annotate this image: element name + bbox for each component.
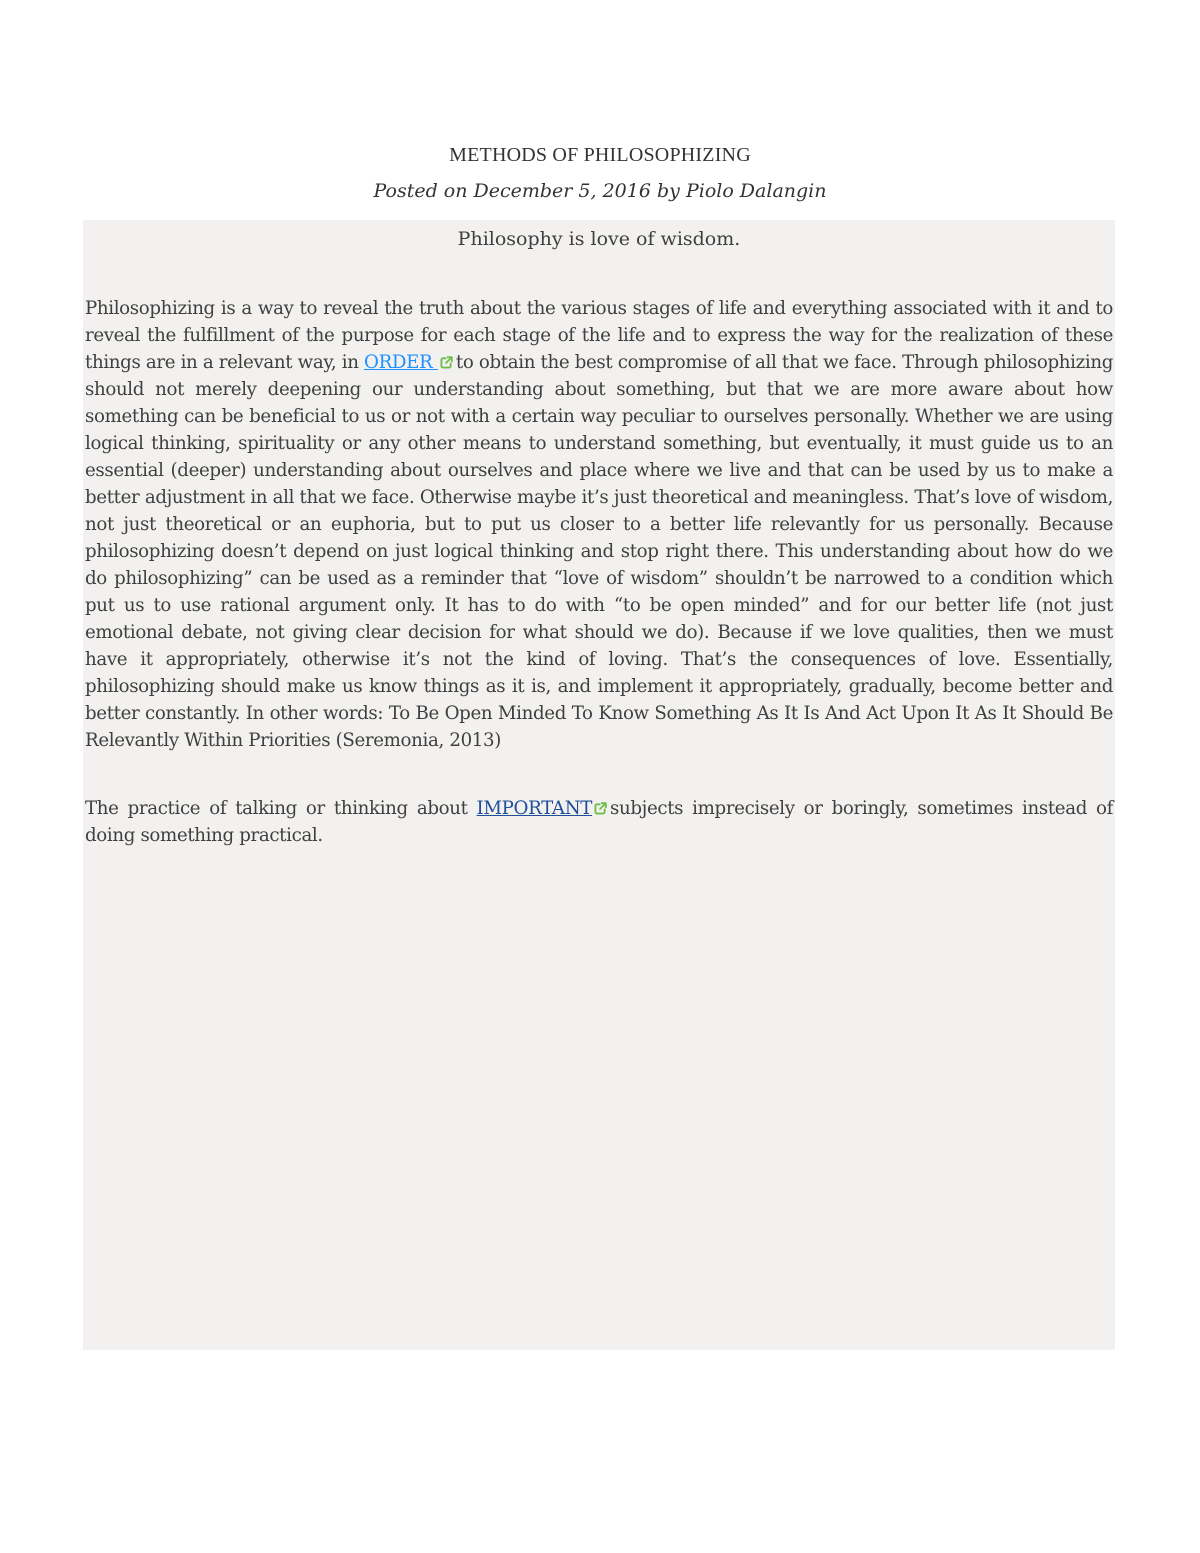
- paragraph-1-text-after: to obtain the best compromise of all that we face. Through philosophizing should not merely deepening our understanding about something, but that we are more aware about how something can be beneficial to us or not with a certain way peculiar to ourselves personally. Whether we are using logical thinking, spirituality or any other means to understand something, but eventually, it must guide us to an essential (deeper) understanding about ourselves and place where we live and that can be used by us to make a better adjustment in all that we face. Otherwise maybe it’s just theoretical and meaningless. That’s love of wisdom, not just theoretical or an euphoria, but to put us closer to a better life relevantly for us personally. Because philosophizing doesn’t depend on just logical thinking and stop right there. This understanding about how do we do philosophizing” can be used as a reminder that “love of wisdom” shouldn’t be narrowed to a condition which put us to use rational argument only. It has to do with “to be open minded” and for our better life (not just emotional debate, not giving clear decision for what should we do). Because if we love qualities, then we must have it appropriately, otherwise it’s not the kind of loving. That’s the consequences of love. Essentially, philosophizing should make us know things as it is, and implement it appropriately, gradually, become better and better constantly. In other words: To Be Open Minded To Know Something As It Is And Act Upon It As It Should Be Relevantly Within Priorities (Seremonia, 2013): [85, 352, 1113, 751]
- content-box: [83, 220, 1115, 1350]
- byline-by: by: [657, 180, 680, 202]
- external-link-icon[interactable]: [440, 356, 453, 369]
- paragraph-2-text-after: subjects imprecisely or boringly, sometimes instead of doing something practical.: [85, 798, 1113, 846]
- important-link[interactable]: IMPORTANT: [476, 798, 593, 819]
- byline-date: December 5, 2016: [473, 180, 651, 202]
- paragraph-1: [83, 295, 1115, 754]
- byline-posted-on: Posted on: [373, 180, 468, 202]
- paragraph-2-text-before: The practice of talking or thinking about: [85, 798, 477, 819]
- paragraph-2: [83, 795, 1115, 849]
- document-title: METHODS OF PHILOSOPHIZING: [449, 144, 751, 166]
- lead-sentence: Philosophy is love of wisdom.: [457, 228, 741, 250]
- paragraph-1-text-before: Philosophizing is a way to reveal the truth about the various stages of life and everything associated with it and to reveal the fulfillment of the purpose for each stage of the life and to express the way for the realization of these things are in a relevant way, in: [85, 298, 1113, 373]
- order-link[interactable]: ORDER: [364, 352, 438, 373]
- byline: [0, 180, 1200, 202]
- external-link-icon[interactable]: [594, 802, 607, 815]
- byline-author: Piolo Dalangin: [685, 180, 827, 202]
